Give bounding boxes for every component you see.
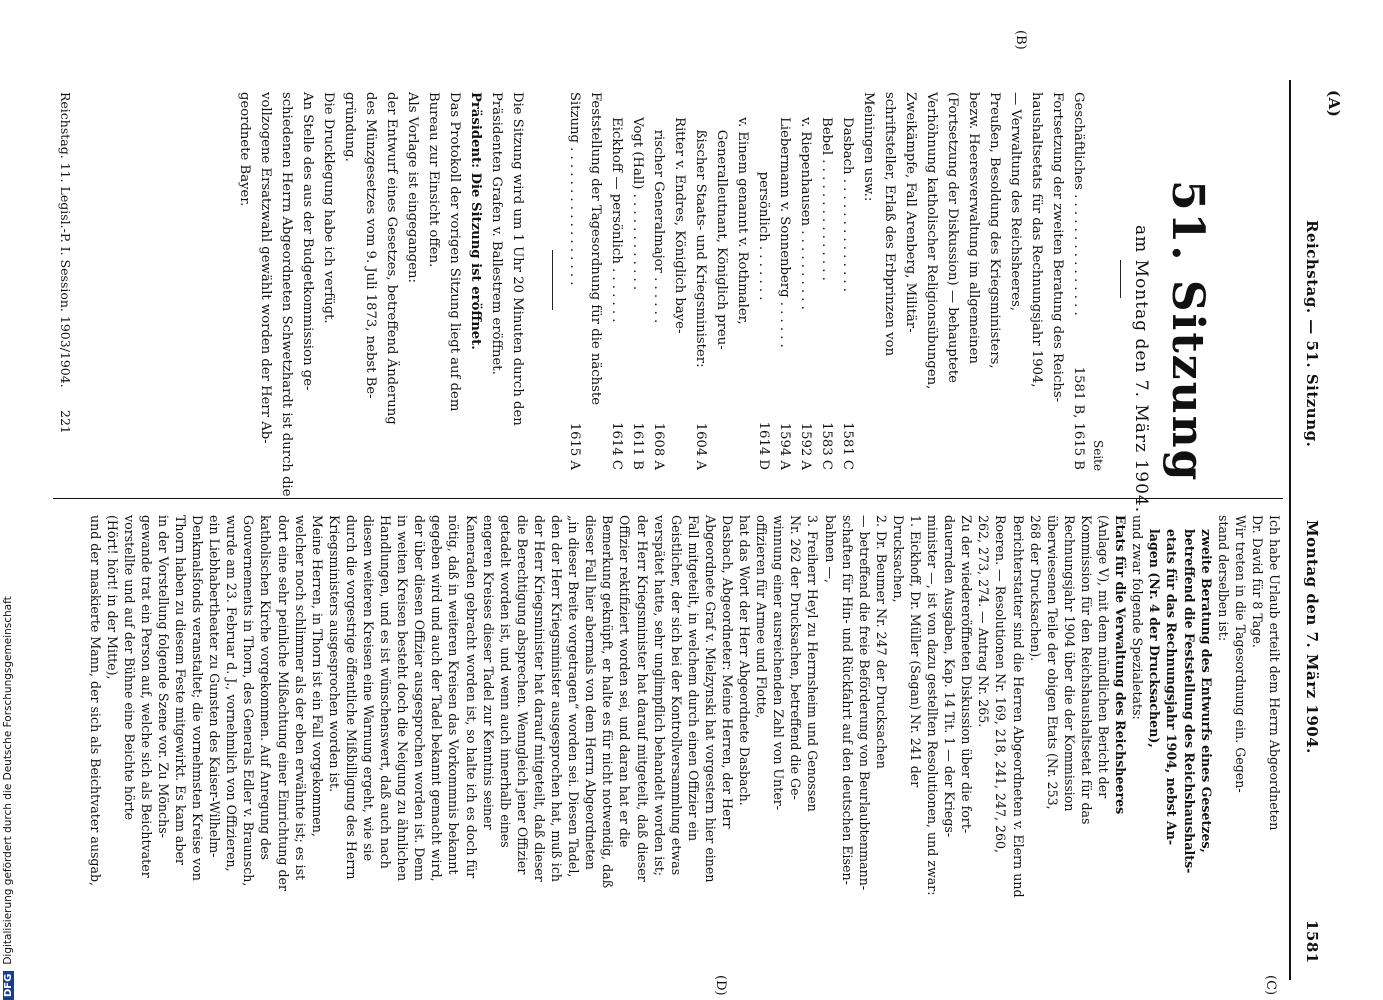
toc-entry — [984, 92, 1005, 470]
left-body-line: Präsidenten Grafen v. Ballestrem eröffnet. — [489, 92, 504, 375]
toc-entry-page: 1611 B — [630, 422, 645, 470]
margin-tag-d: (D) — [713, 975, 728, 996]
right-body-line: 268 der Drucksachen). — [1027, 515, 1043, 662]
left-body-line: Bureau zur Einsicht offen. — [426, 92, 441, 268]
toc-entry-text: Fortsetzung der zweiten Beratung des Reichs- — [1050, 92, 1065, 403]
right-body-line: den der Herr Kriegsminister ausgesprochen hat, muß ich — [549, 515, 565, 882]
right-body-line: minister —, ist von dazu gestellten Resolutionen, und zwar: — [925, 515, 941, 896]
right-body-line: dort eine sehr peinliche Mißachtung einer Einrichtung der — [275, 515, 291, 892]
footer-page: 221 — [58, 410, 73, 434]
seite-label: Seite — [1091, 440, 1105, 472]
right-body-line: Geistlicher, der sich bei der Kontrollversammlung etwas — [668, 515, 684, 876]
toc-entry — [900, 92, 921, 470]
left-body-line: Die Sitzung wird um 1 Uhr 20 Minuten durch den — [510, 92, 525, 426]
toc-entry — [816, 92, 837, 470]
left-body-line: Die Drucklegung habe ich verfügt. — [321, 92, 336, 324]
right-body-line: hat das Wort der Herr Abgeordnete Dasbach. — [737, 515, 753, 806]
right-body-line: Ich habe Urlaub erteilt dem Herrn Abgeordneten — [1267, 515, 1282, 831]
right-body-line: Meine Herren, in Thorn ist ein Fall vorgekommen, — [309, 515, 325, 837]
toc-entry — [942, 92, 963, 470]
toc-entry-text: v. Einem genannt v. Rothmaler, — [735, 92, 750, 325]
toc-entry-text: Liebermann v. Sonnenberg . . . . . . — [777, 92, 792, 348]
margin-tag-c: (C) — [1263, 975, 1278, 996]
toc-entry-text: persönlich . . . . . . . — [756, 92, 771, 301]
toc-entry-text: Feststellung der Tagesordnung für die nächste — [588, 92, 603, 406]
right-body-line: lagen (Nr. 4 der Drucksachen), — [1147, 529, 1163, 748]
left-body-line: Das Protokoll der vorigen Sitzung liegt auf dem — [447, 92, 462, 412]
right-body-line: vorstellte und auf der Bühne eine Beichte hörte — [121, 515, 137, 821]
right-body-line: — betreffend die freie Beförderung von Beurlaubtenmann- — [856, 515, 872, 891]
toc-entry — [585, 92, 606, 470]
toc-entry-page: 1608 A — [651, 422, 666, 470]
right-body-line: in der Vorstellung folgende Szene vor. Zu Mönchs- — [155, 515, 171, 838]
right-body-line: Fall mitgeteilt, in welchem durch einen Offizier ein — [685, 515, 701, 842]
right-body-line: überwiesenen Teile der obigen Etats (Nr. 253, — [1044, 515, 1060, 810]
right-body-line: (Hört! hört! in der Mitte), — [104, 515, 120, 680]
right-body-line: Bemerkung geknüpft, er halte es für nicht notwendig, daß — [600, 515, 616, 889]
toc-entry-text: Vogt (Hall) . . . . . . . . . . . . — [630, 92, 645, 291]
toc-entry — [627, 92, 648, 470]
right-body-line: „in dieser Breite vorgetragen“ worden sei. Diesen Tadel, — [566, 515, 582, 878]
toc-entry — [1005, 92, 1026, 470]
header-page-number: 1581 — [1303, 920, 1321, 964]
toc-entry-text: Sitzung . . . . . . . . . . . . . . . . . — [567, 92, 582, 286]
right-body-line: und der maskierte Mann, der sich als Beichtvater ausgab, — [87, 515, 103, 887]
right-body-line: Nr. 262 der Drucksachen, betreffend die Ge- — [788, 515, 804, 800]
right-body-line: Kommission für den Reichshaushaltsetat für das — [1078, 515, 1094, 825]
right-body-line: nötig, daß in weiteren Kreisen das Vorkommnis bekannt — [446, 515, 462, 875]
toc-entry — [1026, 92, 1047, 470]
left-body-line: vollzogene Ersatzwahl gewählt worden der Herr Ab- — [258, 92, 273, 444]
header-middle: Montag den 7. März 1904. — [1303, 520, 1321, 754]
margin-tag-b: (B) — [1013, 30, 1028, 50]
right-body-line: schaften für Hin- und Rückfahrt auf den deutschen Eisen- — [839, 515, 855, 885]
left-body-line: der Entwurf eines Gesetzes, betreffend Änderung — [384, 92, 399, 425]
right-body-line: Roeren. — Resolutionen Nr. 169, 218, 241, 247, 260, — [993, 515, 1009, 854]
toc-entry-text: ßischer Staats- und Kriegsminister: — [693, 92, 708, 368]
right-body-line: verspätet hatte, sehr unglimpflich behandelt worden ist; — [651, 515, 667, 877]
right-body-line: dieser Fall hier abermals von dem Herrn Abgeordneten — [583, 515, 599, 870]
right-body-line: Handlungen, und es ist wünschenswert, daß auch nach — [378, 515, 394, 869]
right-body-line: etats für das Rechnungsjahr 1904, nebst An- — [1164, 529, 1180, 846]
right-body-line: der über diesen Offizier ausgesprochen worden ist. Denn — [412, 515, 428, 881]
toc-entry-page: 1581 C — [840, 422, 855, 470]
toc-entry-text: Generalleutnant, Königlich preu- — [714, 92, 729, 350]
header-left: Reichstag. — 51. Sitzung. — [1303, 220, 1321, 448]
right-body-line: die Berechtigung absprechen. Wenngleich jener Offizier — [514, 515, 530, 875]
right-body-line: Rechnungsjahr 1904 über die der Kommission — [1061, 515, 1077, 812]
toc-entry-text: (Fortsetzung der Diskussion) — behauptete — [945, 92, 960, 383]
left-body-line: des Münzgesetzes vom 9. Juli 1873, nebst Be- — [363, 92, 378, 399]
right-body-line: stand derselben ist: — [1215, 515, 1231, 642]
toc-entry-page: 1581 B, 1615 B — [1071, 366, 1086, 470]
right-body-line: winnung einer ausreichenden Zahl von Unter- — [771, 515, 787, 811]
toc-entry — [1047, 92, 1068, 470]
dfg-logo: DFG — [3, 971, 14, 1000]
right-body-line: durch die vorgestrige öffentliche Mißbilligung des Herrn — [343, 515, 359, 880]
toc-entry — [879, 92, 900, 470]
right-body-line: Abgeordnete Graf v. Mielzynski hat vorgestern hier einen — [702, 515, 718, 883]
digitization-strip — [0, 0, 16, 1000]
right-body-line: wurde am 23. Februar d. J., vornehmlich von Offizieren, — [224, 515, 240, 872]
toc-entry-text: bezw. Heeresverwaltung im allgemeinen — [966, 92, 981, 364]
toc-entry-text: Eickhoff — persönlich . . . . . . . — [609, 92, 624, 323]
right-body-line: Kameraden gebracht worden ist, so halte ich es doch für — [463, 515, 479, 879]
toc-entry — [564, 92, 585, 470]
right-body-line: Berichterstatter sind die Herren Abgeordneten v. Elern und — [1010, 515, 1026, 898]
right-body-line: Thorn haben zu diesem Feste mitgewirkt. Es kam aber — [173, 515, 188, 865]
session-title: 51. Sitzung — [1162, 180, 1213, 483]
right-body-line: bahnen —, — [822, 515, 838, 583]
toc-entry — [837, 92, 858, 470]
right-body-line: (Anlage V), mit dem mündlichen Bericht der — [1096, 515, 1112, 799]
toc-entry-page: 1604 A — [693, 422, 708, 470]
toc-entry-text: Bebel . . . . . . . . . . . . . . . — [819, 92, 834, 281]
right-body — [86, 515, 1283, 898]
toc-entry-text: Verhöhnung katholischer Religionsübungen, — [924, 92, 939, 390]
toc-entry — [753, 92, 774, 470]
right-body-line: 262, 273, 274. — Antrag Nr. 265. — [976, 515, 992, 728]
left-body-line: schiedenen Herrn Abgeordneten Schwetzhardt ist durch die — [279, 92, 294, 497]
right-body-line: getadelt worden ist, und wenn auch innerhalb eines — [497, 515, 513, 848]
title-rule — [1120, 260, 1121, 298]
left-body-line: gründung. — [342, 92, 357, 162]
toc-entry — [732, 92, 753, 470]
toc-entry-page: 1594 A — [777, 422, 792, 470]
right-body-line: welcher noch schlimmer als der eben erwähnte ist; es ist — [292, 515, 308, 881]
left-body-line: Als Vorlage ist eingegangen: — [405, 92, 420, 283]
right-body-line: zweite Beratung des Entwurfs eines Gesetzes, — [1198, 529, 1214, 853]
table-of-contents — [564, 92, 1089, 470]
right-body-line: Denkmalsfonds veranstaltet; die vornehmsten Kreise von — [190, 515, 206, 881]
toc-entry — [669, 92, 690, 470]
right-body-line: Kriegsministers ausgesprochen worden ist. — [326, 515, 342, 793]
toc-entry-text: Geschäftliches . . . . . . . . . . . . . . . — [1071, 92, 1086, 316]
left-body — [234, 92, 528, 497]
toc-entry-page: 1614 D — [756, 421, 771, 470]
right-body-line: Gouvernements in Thorn, des Generals Edler v. Braunsch, — [241, 515, 257, 887]
toc-entry — [921, 92, 942, 470]
toc-entry-page: 1615 A — [567, 422, 582, 470]
toc-entry-text: Ritter v. Endres, Königlich baye- — [672, 92, 687, 334]
toc-entry-page: 1592 A — [798, 422, 813, 470]
right-body-line: Drucksachen, — [890, 515, 906, 603]
right-body-line: der Herr Kriegsminister hat darauf mitgeteilt, daß dieser — [634, 515, 650, 882]
toc-entry — [963, 92, 984, 470]
footer-left: Reichstag. 11. Legisl.-P. I. Session. 1903/1904. — [58, 92, 73, 388]
right-body-line: in weiten Kreisen besteht doch die Neigung zu ähnlichen — [395, 515, 411, 882]
toc-entry — [795, 92, 816, 470]
right-body-line: betreffend die Feststellung des Reichshaushalts- — [1181, 529, 1197, 874]
right-body-line: Zu der wiedereröffneten Diskussion über die fort- — [959, 515, 975, 834]
toc-entry-text: Zweikämpfe, Fall Arenberg, Militär- — [903, 92, 918, 333]
right-body-line: gewande trat ein Person auf, welche sich als Beichtvater — [138, 515, 154, 878]
right-body-line: engeren Kreises dieser Tadel zur Kenntnis seiner — [480, 515, 496, 830]
toc-entry — [1068, 92, 1089, 470]
toc-entry — [690, 92, 711, 470]
left-body-line: An Stelle des aus der Budgetkommission ge- — [300, 92, 315, 391]
margin-tag-a: (A) — [1325, 90, 1343, 118]
toc-entry — [858, 92, 879, 470]
right-body-line: und zwar folgende Spezialetats: — [1130, 515, 1146, 720]
right-body-line: Dr. David für 8 Tage. — [1249, 515, 1265, 648]
digitization-credit: Digitalisierung gefördert durch die Deutsche Forschungsgemeinschaft — [2, 596, 14, 965]
toc-entry-text: rischer Generalmajor . . . . . . — [651, 92, 666, 324]
right-body-line: 3. Freiherr Heyl zu Herrnsheim und Genossen — [805, 515, 821, 812]
right-body-line: katholischen Kirche vorgekommen. Auf Anregung des — [258, 515, 274, 860]
toc-entry — [774, 92, 795, 470]
toc-rule — [552, 250, 553, 310]
header-rule — [1289, 80, 1291, 980]
toc-entry-text: — Verwaltung des Reichsheeres, — [1008, 92, 1023, 312]
toc-entry-page: 1583 C — [819, 422, 834, 470]
right-body-line: der Herr Kriegsminister hat darauf mitgeteilt, daß dieser — [531, 515, 547, 882]
toc-entry-text: haushaltsetats für das Rechnungsjahr 1904, — [1029, 92, 1044, 388]
toc-entry-page: 1614 C — [609, 422, 624, 470]
right-body-line: ein Liebhabertheater zu Gunsten des Kaiser-Wilhelm- — [207, 515, 223, 858]
right-body-line: gegeben wird und auch der Tadel bekannt gemacht wird, — [429, 515, 445, 882]
right-body-line: offizieren für Armee und Flotte, — [754, 515, 770, 719]
right-body-line: diesen weiteren Kreisen eine Warnung ergeht, wie sie — [361, 515, 377, 862]
left-body-line: geordnete Bayer. — [237, 92, 252, 207]
right-body-line: Dasbach, Abgeordneter: Meine Herren, der Herr — [720, 515, 735, 829]
toc-entry-text: Preußen, Besoldung des Kriegsministers, — [987, 92, 1002, 369]
left-body-line: Präsident: Die Sitzung ist eröffnet. — [468, 92, 483, 350]
toc-entry — [711, 92, 732, 470]
toc-entry-text: schriftsteller, Erlaß des Erbprinzen von — [882, 92, 897, 357]
toc-entry-text: Dasbach . . . . . . . . . . . . . . — [840, 92, 855, 292]
right-body-line: 1. Eickhoff, Dr. Müller (Sagan) Nr. 241 der — [908, 515, 924, 788]
toc-entry — [606, 92, 627, 470]
toc-entry-text: Meiningen usw.: — [861, 92, 876, 202]
toc-entry-text: v. Riepenhausen . . . . . . . . . . — [798, 92, 813, 310]
right-body-line: dauernden Ausgaben, Kap. 14 Tit. 1 — der Kriegs- — [942, 515, 958, 838]
right-body-line: Wir treten in die Tagesordnung ein. Gegen- — [1232, 515, 1248, 793]
right-body-line: Etats für die Verwaltung des Reichsheeres — [1113, 515, 1129, 815]
toc-entry — [648, 92, 669, 470]
session-date: am Montag den 7. März 1904. — [1131, 225, 1151, 514]
right-body-line: 2. Dr. Beumer Nr. 247 der Drucksachen — [873, 515, 889, 769]
right-body-line: Offizier rektifiziert worden sei, und daran hat er die — [617, 515, 633, 848]
column-divider — [53, 498, 1283, 499]
